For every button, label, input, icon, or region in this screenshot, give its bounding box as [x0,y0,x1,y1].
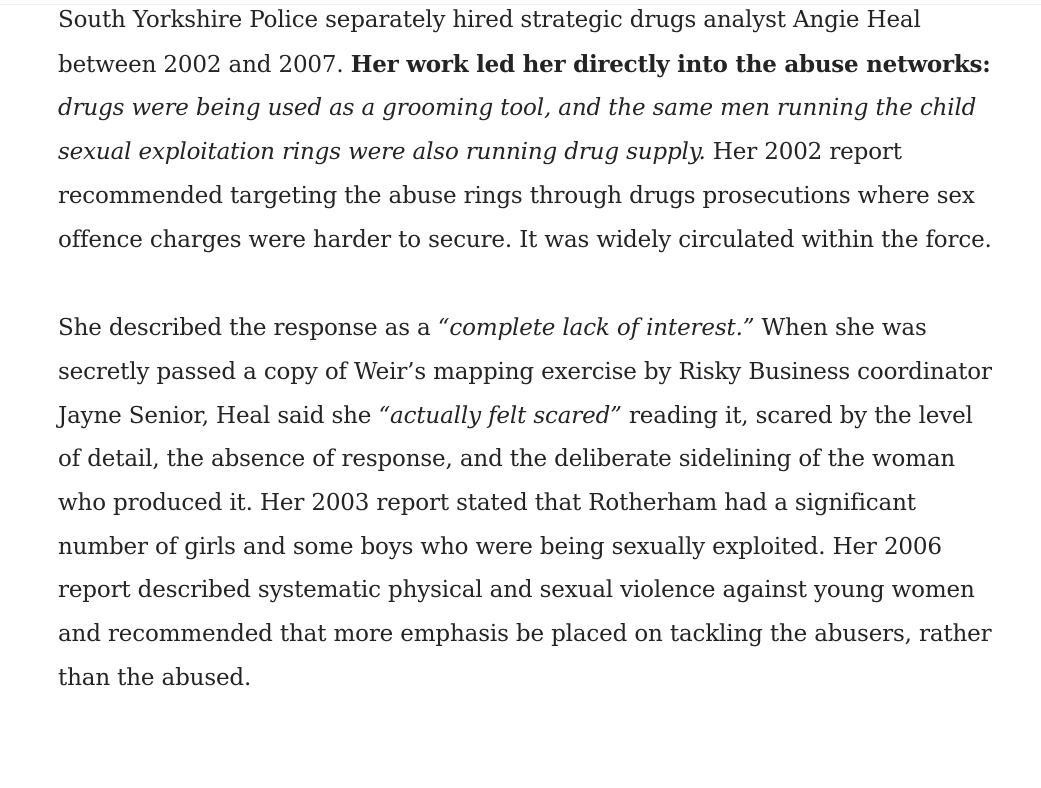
paragraph-text: She described the response as a [58,315,438,342]
paragraph-text: Her 2002 report recommended targeting the abuse rings through drugs prosecutions where sex offence charges were harder to secure. It was widely circulated within the force. [58,139,992,253]
quote-actually-felt-scared: “actually felt scared” [378,402,622,429]
paragraph-response [58,307,998,700]
quote-complete-lack-of-interest: “complete lack of interest.” [437,315,755,342]
italic-emphasis: drugs were being used as a grooming tool, and the same men running the child sexual exploitation rings were also running drug supply. [58,95,977,166]
paragraph-text: reading it, scared by the level of detail, the absence of response, and the deliberate sidelining of the woman who produced it. Her 2003 report stated that Rotherham had a significant number of girls and some boys who were being sexually exploited. Her 2006 report described systematic physical and sexual violence against young women and recommended that more emphasis be placed on tackling the abusers, rather than the abused. [58,402,992,691]
article-body [58,0,998,701]
paragraph-text: When she was secretly passed a copy of Weir’s mapping exercise by Risky Business coordinator Jayne Senior, Heal said she [58,315,992,429]
paragraph-angie-heal-hired [58,0,998,262]
bold-emphasis: Her work led her directly into the abuse networks: [350,50,991,78]
paragraph-text: South Yorkshire Police separately hired strategic drugs analyst Angie Heal between 2002 and 2007. [58,7,921,78]
